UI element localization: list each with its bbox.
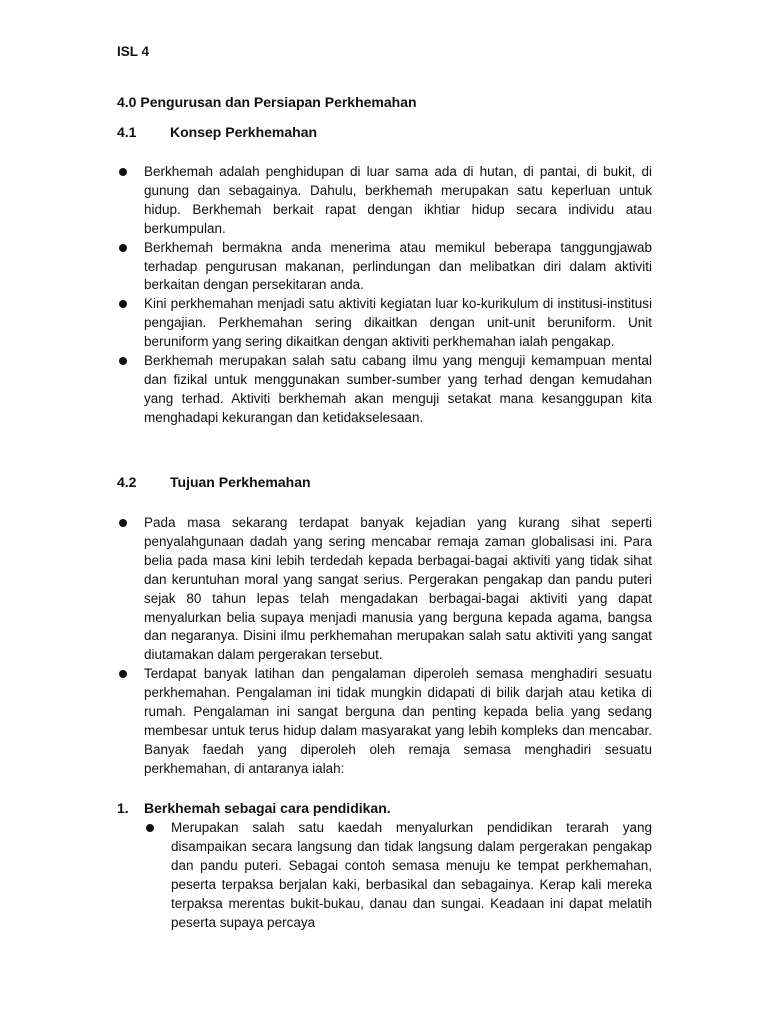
point-title: Berkhemah sebagai cara pendidikan. (144, 800, 391, 816)
bullet-item: Berkhemah merupakan salah satu cabang ilmu yang menguji kemampuan mental dan fizikal untuk menggunakan sumber-sumber yang terhad dengan kemudahan yang terhad. Aktiviti berkhemah akan menguji setakat mana kesanggupan kita menghadapi kekurangan dan ketidakselesaan. (117, 352, 652, 428)
bullet-item: Berkhemah bermakna anda menerima atau memikul beberapa tanggungjawab terhadap pengurusan makanan, perlindungan dan melibatkan diri dalam aktiviti berkaitan dengan persekitaran anda. (117, 239, 652, 296)
section-4-2-list (117, 514, 652, 779)
section-number: 4.2 (117, 474, 137, 490)
section-title: Konsep Perkhemahan (170, 124, 318, 140)
page-header: ISL 4 (117, 44, 150, 59)
section-number: 4.1 (117, 124, 137, 140)
section-4-1-heading (117, 124, 317, 140)
sub-bullet-item: Merupakan salah satu kaedah menyalurkan pendidikan terarah yang disampaikan secara langsung dan tidak langsung dalam pergerakan pengakap dan pandu puteri. Sebagai contoh semasa menuju ke tempat perkhemahan, peserta terpaksa berjalan kaki, berbasikal dan sebagainya. Kerap kali mereka terpaksa merentas bukit-bukau, danau dan sungai. Keadaan ini dapat melatih peserta supaya percaya (144, 819, 652, 932)
bullet-item: Terdapat banyak latihan dan pengalaman diperoleh semasa menghadiri sesuatu perkhemahan. Pengalaman ini tidak mungkin didapati di bilik darjah atau ketika di rumah. Pengalaman ini sangat berguna dan penting kepada belia yang sedang membesar untuk terus hidup dalam masyarakat yang lebih kompleks dan mencabar. Banyak faedah yang diperoleh oleh remaja semasa menghadiri sesuatu perkhemahan, di antaranya ialah: (117, 665, 652, 778)
section-4-2-heading (117, 474, 311, 490)
section-title: Tujuan Perkhemahan (170, 474, 311, 490)
chapter-title: 4.0 Pengurusan dan Persiapan Perkhemahan (117, 94, 417, 110)
bullet-item: Pada masa sekarang terdapat banyak kejadian yang kurang sihat seperti penyalahgunaan dadah yang sering mencabar remaja zaman globalisasi ini. Para belia pada masa kini lebih terdedah kepada berbagai-bagai aktiviti yang tidak sihat dan keruntuhan moral yang sangat serius. Pergerakan pengakap dan pandu puteri sejak 80 tahun lepas telah mengadakan berbagai-bagai aktiviti yang dapat menyalurkan belia supaya menjadi manusia yang berguna kepada agama, bangsa dan negaranya. Disini ilmu perkhemahan merupakan salah satu aktiviti yang sangat diutamakan dalam pergerakan tersebut. (117, 514, 652, 665)
numbered-heading (117, 800, 391, 816)
bullet-item: Berkhemah adalah penghidupan di luar sama ada di hutan, di pantai, di bukit, di gunung dan sebagainya. Dahulu, berkhemah merupakan satu keperluan untuk hidup. Berkhemah berkait rapat dengan ikhtiar hidup secara individu atau berkumpulan. (117, 163, 652, 239)
section-4-1-list (117, 163, 652, 428)
bullet-item: Kini perkhemahan menjadi satu aktiviti kegiatan luar ko-kurikulum di institusi-institusi pengajian. Perkhemahan sering dikaitkan dengan unit-unit beruniform. Unit beruniform yang sering dikaitkan dengan aktiviti perkhemahan ialah pengakap. (117, 295, 652, 352)
point-number: 1. (117, 800, 129, 816)
point-1-list (144, 819, 652, 932)
